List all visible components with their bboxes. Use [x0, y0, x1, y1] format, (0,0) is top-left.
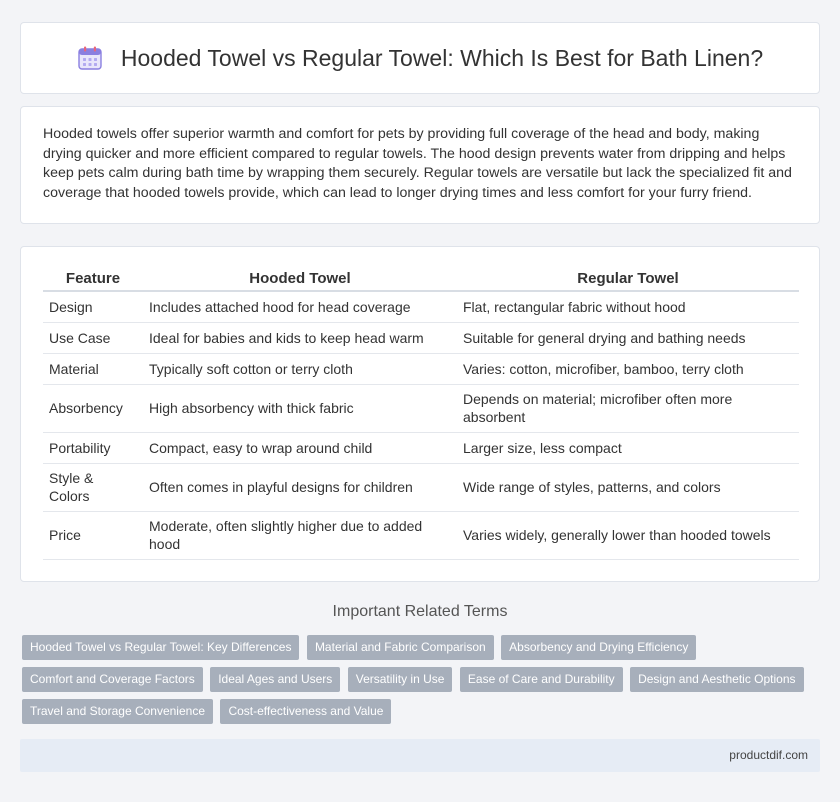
calendar-icon — [77, 45, 103, 71]
header-feature: Feature — [43, 267, 143, 291]
cell-regular: Varies: cotton, microfiber, bamboo, terry cloth — [457, 353, 799, 384]
tag-absorbency[interactable]: Absorbency and Drying Efficiency — [501, 635, 696, 660]
cell-hooded: Moderate, often slightly higher due to added hood — [143, 511, 457, 559]
cell-hooded: Typically soft cotton or terry cloth — [143, 353, 457, 384]
tag-key-differences[interactable]: Hooded Towel vs Regular Towel: Key Differences — [22, 635, 299, 660]
related-terms-title: Important Related Terms — [332, 603, 508, 620]
table-row — [43, 353, 799, 384]
cell-regular: Depends on material; microfiber often more absorbent — [457, 384, 799, 432]
cell-regular: Varies widely, generally lower than hooded towels — [457, 511, 799, 559]
page-title: Hooded Towel vs Regular Towel: Which Is Best for Bath Linen? — [120, 44, 764, 71]
cell-regular: Flat, rectangular fabric without hood — [457, 291, 799, 322]
cell-hooded: Compact, easy to wrap around child — [143, 432, 457, 463]
intro-text: Hooded towels offer superior warmth and comfort for pets by providing full coverage of the head and body, making drying quicker and more efficient compared to regular towels. The hood design prevents water from dripping and helps keep pets calm during bath time by wrapping them securely. Regular towels are versatile but lack the specialized fit and coverage that hooded towels provide, which can lead to longer drying times and less comfort for your furry friend. — [43, 126, 792, 201]
cell-hooded: Ideal for babies and kids to keep head warm — [143, 322, 457, 353]
table-row — [43, 511, 799, 559]
cell-feature: Design — [43, 291, 143, 322]
tag-ideal-ages[interactable]: Ideal Ages and Users — [210, 667, 340, 692]
cell-feature: Style & Colors — [43, 463, 143, 511]
table-row — [43, 384, 799, 432]
table-row — [43, 432, 799, 463]
tag-versatility[interactable]: Versatility in Use — [348, 667, 453, 692]
tag-travel-storage[interactable]: Travel and Storage Convenience — [22, 699, 213, 724]
header-regular-towel: Regular Towel — [457, 267, 799, 291]
tag-comfort-coverage[interactable]: Comfort and Coverage Factors — [22, 667, 203, 692]
table-row — [43, 463, 799, 511]
cell-hooded: Includes attached hood for head coverage — [143, 291, 457, 322]
header-card — [20, 22, 820, 94]
comparison-card — [20, 246, 820, 582]
cell-feature: Portability — [43, 432, 143, 463]
cell-feature: Absorbency — [43, 384, 143, 432]
footer-brand[interactable]: productdif.com — [729, 748, 808, 762]
related-tags — [22, 635, 822, 731]
tag-material-comparison[interactable]: Material and Fabric Comparison — [307, 635, 494, 660]
table-row — [43, 322, 799, 353]
cell-regular: Wide range of styles, patterns, and colors — [457, 463, 799, 511]
intro-card — [20, 106, 820, 224]
cell-regular: Larger size, less compact — [457, 432, 799, 463]
title-wrap — [77, 45, 763, 72]
table-row — [43, 291, 799, 322]
cell-feature: Material — [43, 353, 143, 384]
cell-hooded: High absorbency with thick fabric — [143, 384, 457, 432]
comparison-table — [43, 267, 799, 560]
header-hooded-towel: Hooded Towel — [143, 267, 457, 291]
footer — [20, 739, 820, 772]
cell-regular: Suitable for general drying and bathing needs — [457, 322, 799, 353]
table-header-row — [43, 267, 799, 291]
tag-ease-of-care[interactable]: Ease of Care and Durability — [460, 667, 623, 692]
tag-design-options[interactable]: Design and Aesthetic Options — [630, 667, 803, 692]
cell-feature: Use Case — [43, 322, 143, 353]
tag-cost-effectiveness[interactable]: Cost-effectiveness and Value — [220, 699, 391, 724]
cell-feature: Price — [43, 511, 143, 559]
cell-hooded: Often comes in playful designs for children — [143, 463, 457, 511]
